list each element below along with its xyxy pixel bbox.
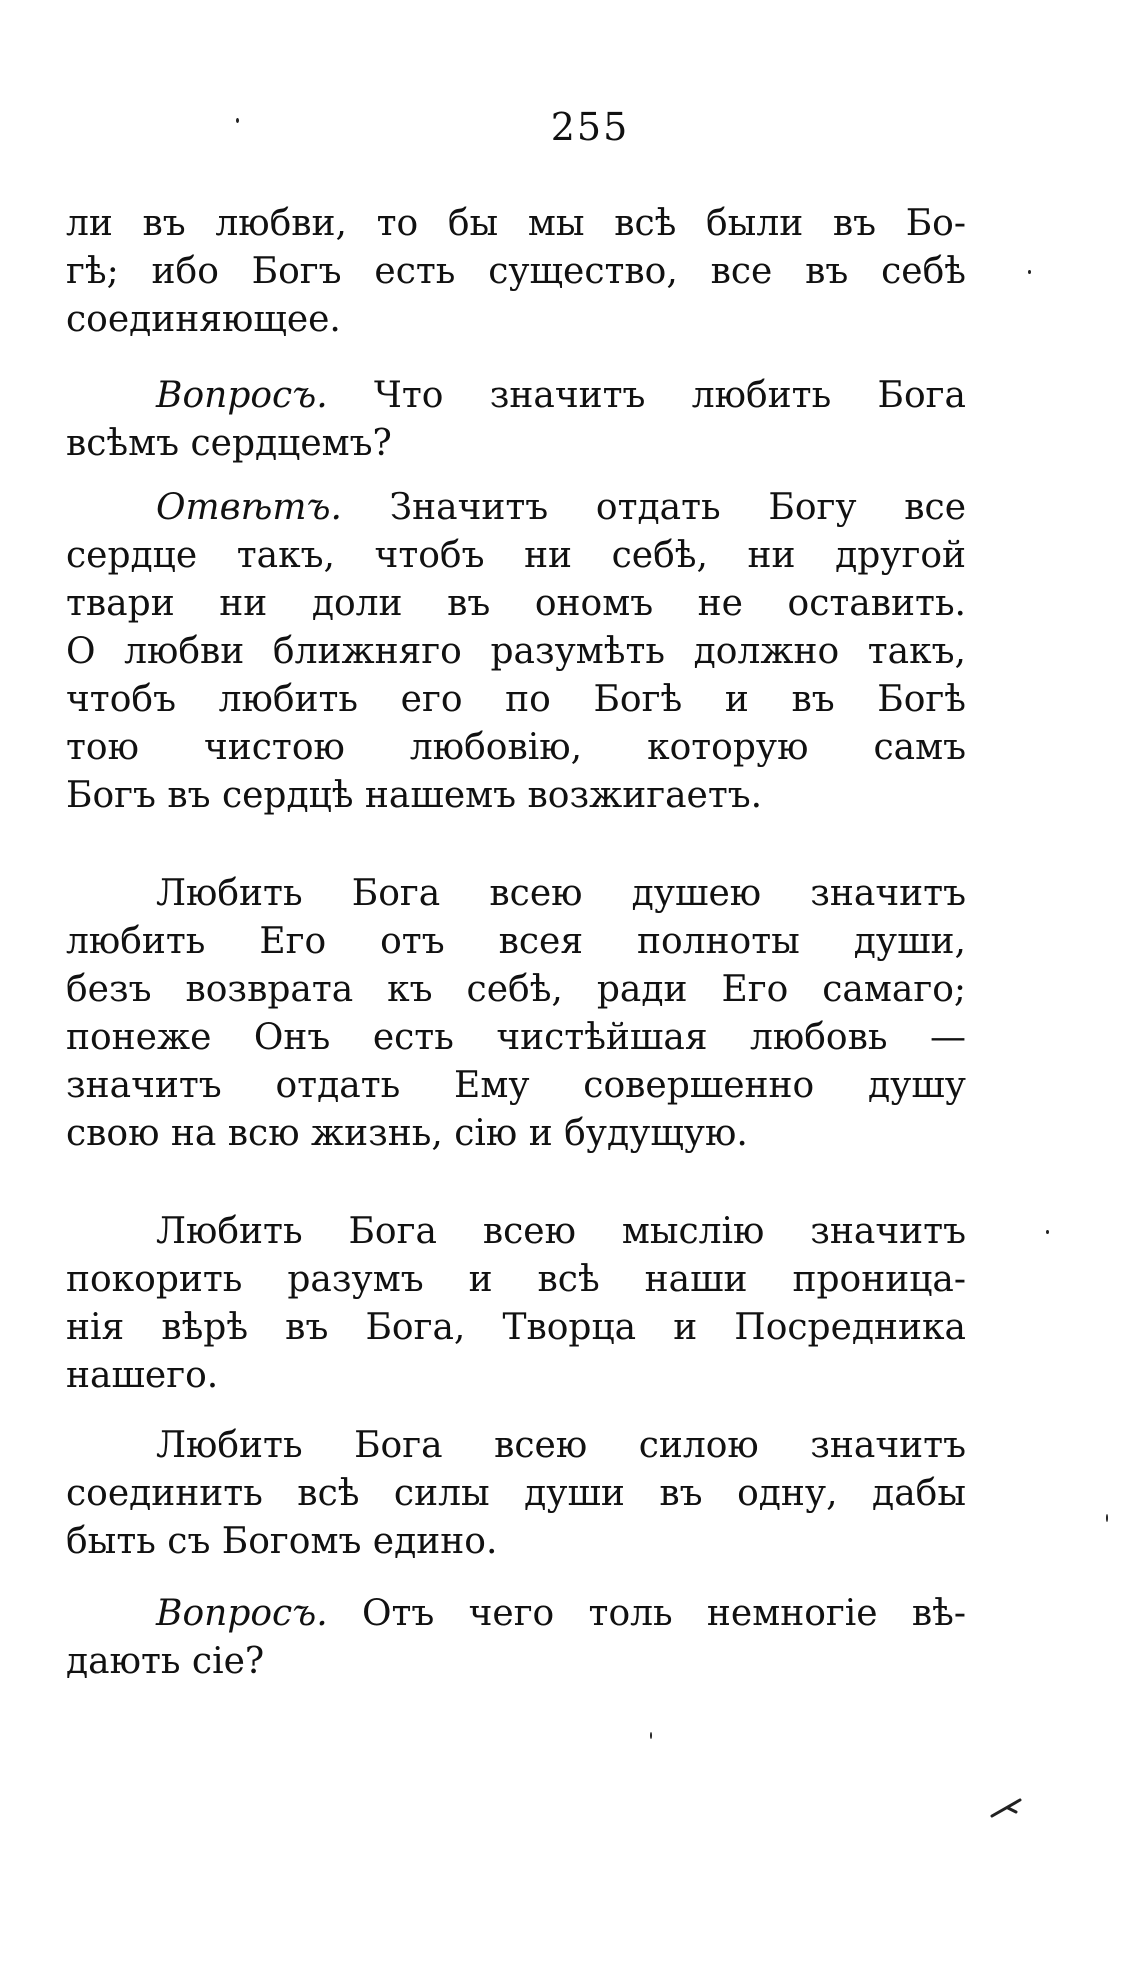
text-line: свою на всю жизнь, сію и будущую.: [66, 1113, 748, 1154]
text-line: [66, 372, 966, 420]
text-line: Любить Бога всею мыслію значитъ: [156, 1211, 966, 1252]
paragraph-love-soul: [66, 870, 966, 1158]
scan-speck: [1046, 1230, 1049, 1234]
text-line: соединить всѣ силы души въ одну, дабы: [66, 1473, 966, 1514]
text-line: Любить Бога всею силою значитъ: [156, 1425, 966, 1466]
text-line: [66, 1590, 966, 1638]
paragraph-answer-1: [66, 484, 966, 820]
text-line: Любить Бога всею душею значитъ: [156, 873, 966, 914]
text-line: всѣмъ сердцемъ?: [66, 423, 392, 464]
text-line: значитъ отдать Ему совершенно душу: [66, 1065, 966, 1106]
text-line: сердце такъ, чтобъ ни себѣ, ни другой: [66, 535, 966, 576]
question-label: Вопросъ.: [156, 1593, 328, 1634]
text-line: соединяющее.: [66, 299, 341, 340]
text-line-rest: Что значитъ любить Бога: [327, 375, 966, 416]
text-line: гѣ; ибо Богъ есть существо, все въ себѣ: [66, 251, 966, 292]
text-line: нія вѣрѣ въ Бога, Творца и Посредника: [66, 1307, 966, 1348]
scan-speck: [1106, 1514, 1108, 1522]
text-line-rest: Отъ чего толь немногіе вѣ-: [327, 1593, 966, 1634]
text-line: покорить разумъ и всѣ наши проница-: [66, 1259, 966, 1300]
scan-speck: [236, 118, 239, 123]
scan-speck: [1028, 270, 1031, 274]
text-line: быть съ Богомъ едино.: [66, 1521, 498, 1562]
text-line: твари ни доли въ ономъ не оставить.: [66, 583, 966, 624]
text-line: понеже Онъ есть чистѣйшая любовь —: [66, 1017, 966, 1058]
text-line: ли въ любви, то бы мы всѣ были въ Бо-: [66, 203, 966, 244]
answer-label: Отвѣтъ.: [156, 487, 342, 528]
paragraph-question-1: [66, 372, 966, 468]
paragraph-1: [66, 200, 966, 344]
text-line: [66, 484, 966, 532]
text-line: Богъ въ сердцѣ нашемъ возжигаетъ.: [66, 775, 763, 816]
paragraph-love-mind: [66, 1208, 966, 1400]
paragraph-question-2: [66, 1590, 966, 1686]
text-line: дають сіе?: [66, 1641, 265, 1682]
text-line: нашего.: [66, 1355, 219, 1396]
text-line: безъ возврата къ себѣ, ради Его самаго;: [66, 969, 966, 1010]
text-line: О любви ближняго разумѣть должно такъ,: [66, 631, 966, 672]
paragraph-love-strength: [66, 1422, 966, 1566]
scan-speck: [650, 1732, 652, 1739]
question-label: Вопросъ.: [156, 375, 328, 416]
page-number: 255: [550, 105, 630, 149]
ink-mark: [990, 1796, 1024, 1818]
text-line: тою чистою любовію, которую самъ: [66, 727, 966, 768]
text-line-rest: Значитъ отдать Богу все: [341, 487, 966, 528]
text-line: любить Его отъ всея полноты души,: [66, 921, 966, 962]
text-line: чтобъ любить его по Богѣ и въ Богѣ: [66, 679, 966, 720]
